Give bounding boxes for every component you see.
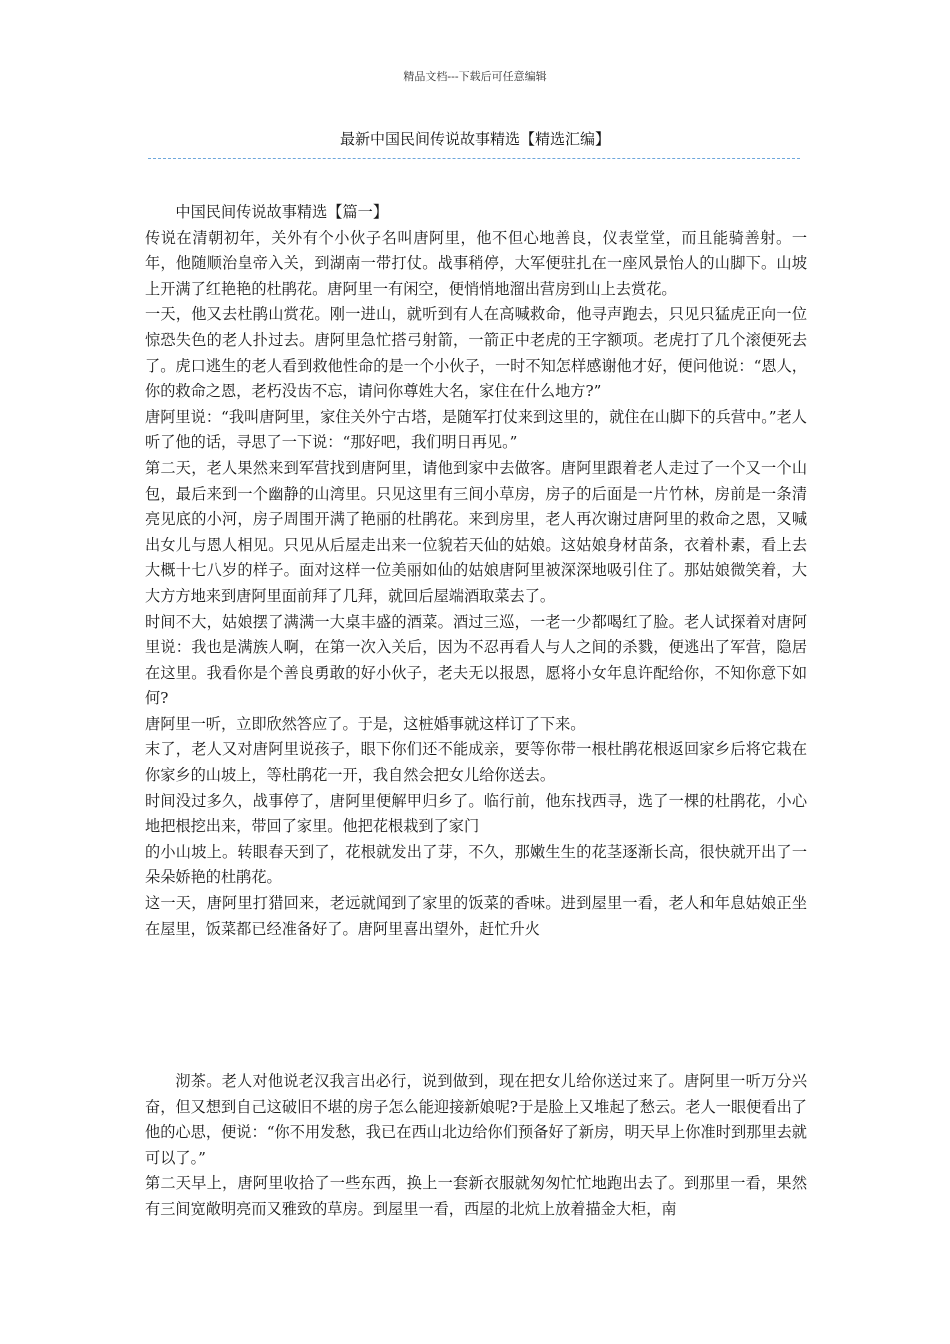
body-text-part-2 (145, 1069, 807, 1223)
title-divider (148, 158, 800, 159)
paragraph: 唐阿里说：“我叫唐阿里，家住关外宁古塔，是随军打仗来到这里的，就住在山脚下的兵营中。”老人听了他的话，寻思了一下说：“那好吧，我们明日再见。” (145, 407, 807, 452)
header-note: 精品文档---下载后可任意编辑 (403, 70, 547, 83)
paragraph: 时间不大，姑娘摆了满满一大桌丰盛的酒菜。酒过三巡，一老一少都喝红了脸。老人试探着对唐阿里说：我也是满族人啊，在第一次入关后，因为不忍再看人与人之间的杀戮，便逃出了军营，隐居在这里。我看你是个善良勇敢的好小伙子，老夫无以报恩，愿将小女年息许配给你，不知你意下如何? (145, 612, 807, 708)
paragraph: 一天，他又去杜鹃山赏花。刚一进山，就听到有人在高喊救命，他寻声跑去，只见只猛虎正向一位惊恐失色的老人扑过去。唐阿里急忙搭弓射箭，一箭正中老虎的王字额项。老虎打了几个滚便死去了。虎口逃生的老人看到救他性命的是一个小伙子，一时不知怎样感谢他才好，便问他说：“恩人，你的救命之恩，老朽没齿不忘，请问你尊姓大名，家住在什么地方?” (145, 305, 807, 401)
paragraph: 的小山坡上。转眼春天到了，花根就发出了芽，不久，那嫩生生的花茎逐渐长高，很快就开出了一朵朵娇艳的杜鹃花。 (145, 842, 807, 887)
body-text-part-1 (145, 200, 807, 942)
document-title: 最新中国民间传说故事精选【精选汇编】 (339, 130, 610, 148)
paragraph: 沏茶。老人对他说老汉我言出必行，说到做到，现在把女儿给你送过来了。唐阿里一听万分兴奋，但又想到自己这破旧不堪的房子怎么能迎接新娘呢?于是脸上又堆起了愁云。老人一眼便看出了他的心思，便说：“你不用发愁，我已在西山北边给你们预备好了新房，明天早上你准时到那里去就可以了。” (145, 1072, 807, 1167)
paragraph: 传说在清朝初年，关外有个小伙子名叫唐阿里，他不但心地善良，仪表堂堂，而且能骑善射。一年，他随顺治皇帝入关，到湖南一带打仗。战事稍停，大军便驻扎在一座风景怡人的山脚下。山坡上开满了红艳艳的杜鹃花。唐阿里一有闲空，便悄悄地溜出营房到山上去赏花。 (145, 228, 807, 298)
paragraph: 这一天，唐阿里打猎回来，老远就闻到了家里的饭菜的香味。进到屋里一看，老人和年息姑娘正坐在屋里，饭菜都已经准备好了。唐阿里喜出望外，赶忙升火 (145, 894, 807, 938)
paragraph: 第二天，老人果然来到军营找到唐阿里，请他到家中去做客。唐阿里跟着老人走过了一个又一个山包，最后来到一个幽静的山湾里。只见这里有三间小草房，房子的后面是一片竹林，房前是一条清亮见底的小河，房子周围开满了艳丽的杜鹃花。来到房里，老人再次谢过唐阿里的救命之恩，又喊出女儿与恩人相见。只见从后屋走出来一位貌若天仙的姑娘。这姑娘身材苗条，衣着朴素，看上去大概十七八岁的样子。面对这样一位美丽如仙的姑娘唐阿里被深深地吸引住了。那姑娘微笑着，大大方方地来到唐阿里面前拜了几拜，就回后屋端酒取菜去了。 (145, 458, 807, 605)
paragraph: 末了，老人又对唐阿里说孩子，眼下你们还不能成亲，要等你带一根杜鹃花根返回家乡后将它栽在你家乡的山坡上，等杜鹃花一开，我自然会把女儿给你送去。 (145, 740, 807, 785)
paragraph: 唐阿里一听，立即欣然答应了。于是，这桩婚事就这样订了下来。 (145, 714, 586, 733)
section-heading: 中国民间传说故事精选【篇一】 (175, 203, 389, 221)
paragraph: 时间没过多久，战事停了，唐阿里便解甲归乡了。临行前，他东找西寻，选了一棵的杜鹃花，小心地把根挖出来，带回了家里。他把花根栽到了家门 (145, 791, 807, 836)
paragraph: 第二天早上，唐阿里收拾了一些东西，换上一套新衣服就匆匆忙忙地跑出去了。到那里一看，果然有三间宽敞明亮而又雅致的草房。到屋里一看，西屋的北炕上放着描金大柜，南 (145, 1174, 807, 1218)
